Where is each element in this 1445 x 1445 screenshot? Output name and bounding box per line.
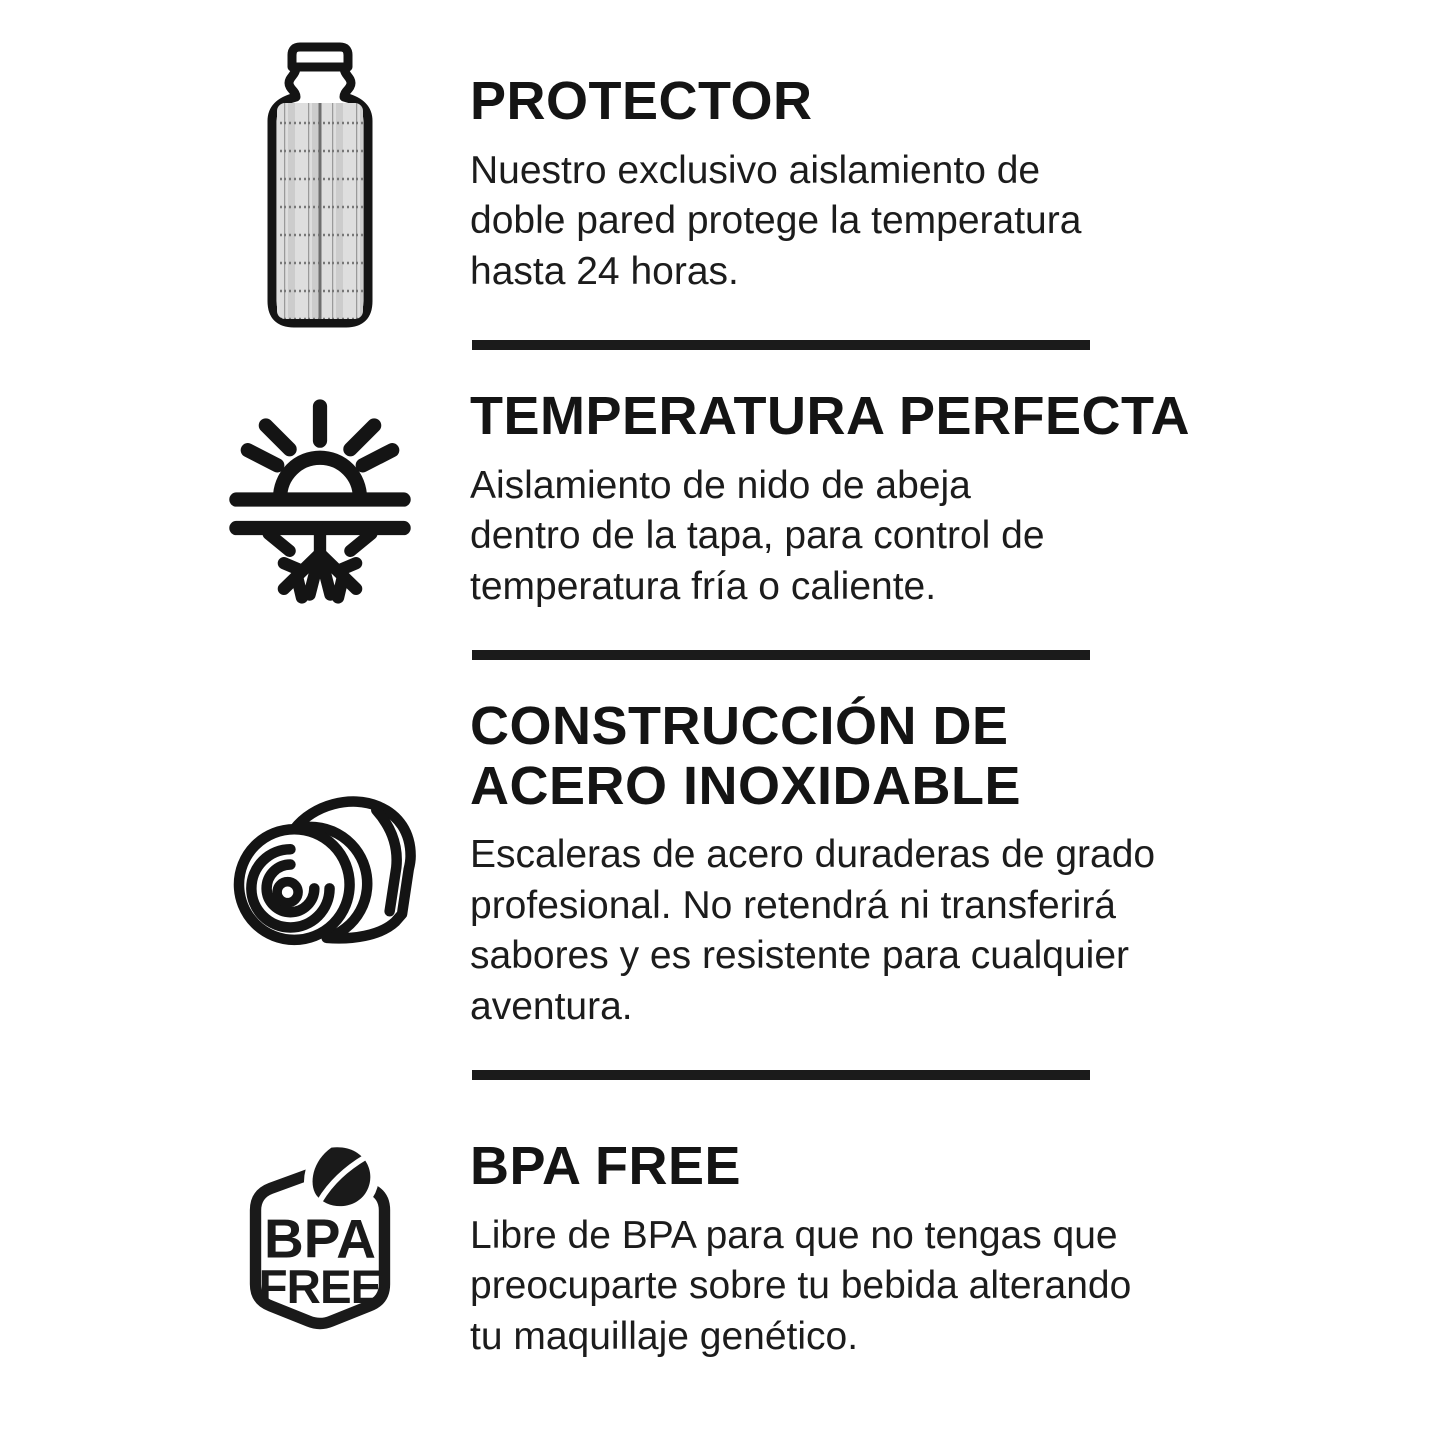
feature-body — [470, 1211, 1325, 1363]
steel-coil-icon — [218, 772, 423, 958]
feature-body — [470, 830, 1325, 1033]
feature-body — [470, 461, 1325, 613]
feature-title — [470, 72, 1325, 131]
body-line: Aislamiento de nido de abeja — [470, 463, 971, 507]
body-line: preocuparte sobre tu bebida alterando — [470, 1264, 1132, 1308]
body-line: profesional. No retendrá ni transferirá — [470, 883, 1116, 927]
feature-body — [470, 146, 1325, 298]
title-line: BPA FREE — [470, 1136, 742, 1197]
text-column — [470, 1137, 1445, 1362]
body-line: aventura. — [470, 985, 633, 1029]
badge-text-bpa: BPA — [263, 1207, 377, 1270]
feature-title — [470, 387, 1325, 446]
body-line: dentro de la tapa, para control de — [470, 514, 1045, 558]
section-divider — [472, 650, 1090, 660]
title-line: PROTECTOR — [470, 71, 813, 132]
icon-column — [0, 1140, 470, 1360]
insulated-bottle-icon — [260, 41, 380, 329]
badge-text-free: FREE — [258, 1261, 382, 1315]
body-line: sabores y es resistente para cualquier — [470, 934, 1130, 978]
icon-column — [0, 772, 470, 958]
bpa-free-badge-icon — [225, 1140, 415, 1360]
body-line: temperatura fría o caliente. — [470, 565, 937, 609]
title-line: CONSTRUCCIÓN DE — [470, 696, 1009, 757]
icon-column — [0, 395, 470, 606]
body-line: Escaleras de acero duraderas de grado — [470, 833, 1156, 877]
feature-row-temperatura — [0, 350, 1445, 650]
feature-row-bpa-free — [0, 1080, 1445, 1420]
section-divider — [472, 1070, 1090, 1080]
body-line: Nuestro exclusivo aislamiento de — [470, 148, 1041, 192]
feature-title — [470, 697, 1325, 816]
body-line: hasta 24 horas. — [470, 250, 739, 294]
title-line: ACERO INOXIDABLE — [470, 755, 1022, 816]
text-column — [470, 697, 1445, 1033]
body-line: Libre de BPA para que no tengas que — [470, 1213, 1118, 1257]
icon-column — [0, 41, 470, 329]
text-column — [470, 72, 1445, 297]
feature-row-acero — [0, 660, 1445, 1070]
text-column — [470, 387, 1445, 612]
sun-frost-icon — [225, 395, 415, 606]
section-divider — [472, 340, 1090, 350]
feature-row-protector — [0, 30, 1445, 340]
feature-title — [470, 1137, 1325, 1196]
body-line: doble pared protege la temperatura — [470, 199, 1082, 243]
title-line: TEMPERATURA PERFECTA — [470, 386, 1190, 447]
body-line: tu maquillaje genético. — [470, 1315, 859, 1359]
